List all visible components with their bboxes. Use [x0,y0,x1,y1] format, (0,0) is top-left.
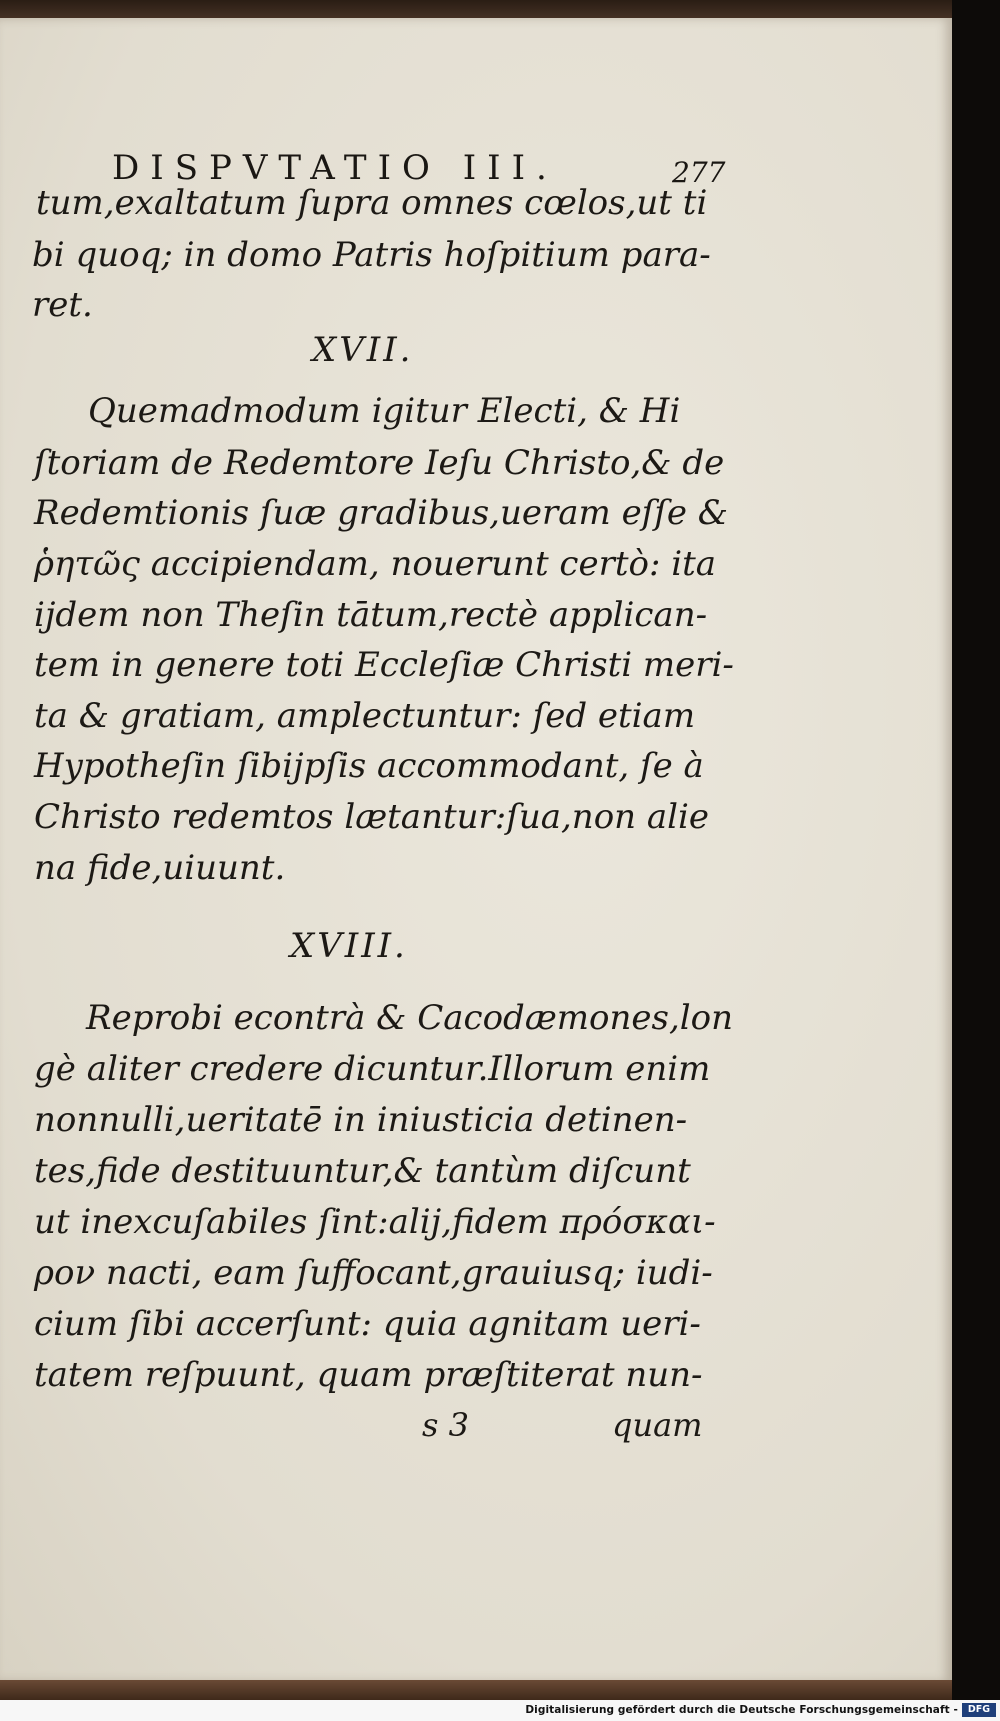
text-line: ſtoriam de Redemtore Ieſu Christo,& de [34,443,725,483]
text-line: tes,fide destituuntur,& tantùm diſcunt [34,1151,691,1191]
text-line: Hypotheſin ſibijpſis accommodant, ſe à [34,746,704,786]
text-line: ρον nacti, eam ſuffocant,grauiusq; iudi- [34,1253,713,1293]
text-line: tem in genere toti Eccleſiæ Christi meri- [34,645,734,685]
book-page [0,18,952,1682]
text-line: tum,exaltatum ſupra omnes cœlos,ut ti [36,183,708,223]
text-line: ijdem non Theſin tātum,rectè applican- [34,595,708,635]
text-line: Christo redemtos lætantur:ſua,non alie [34,797,710,837]
catchword: quam [612,1406,703,1444]
text-line: na fide,uiuunt. [34,848,286,888]
text-line: ret. [32,285,93,325]
text-line: gè aliter credere dicuntur.Illorum enim [34,1049,711,1089]
text-line: ta & gratiam, amplectuntur: ſed etiam [34,696,696,736]
dfg-logo-badge[interactable]: DFG [962,1703,996,1717]
page-bottom-edge [0,1680,952,1702]
page-number: 277 [672,156,726,189]
text-line: Reprobi econtrà & Cacodæmones,lon [86,998,733,1038]
text-line: Redemtionis ſuæ gradibus,ueram eſſe & [34,493,729,533]
text-line: ῥητῶς accipiendam, nouerunt certò: ita [34,544,717,584]
text-line: bi quoq; in domo Patris hoſpitium para- [32,235,711,275]
text-line: tatem reſpuunt, quam præſtiterat nun- [34,1355,703,1395]
text-line: Quemadmodum igitur Electi, & Hi [88,391,681,431]
text-line: ut inexcuſabiles ſint:alij,fidem πρόσκαι- [34,1202,716,1242]
signature-mark: s 3 [422,1406,469,1444]
text-line: nonnulli,ueritatē in iniusticia detinen- [34,1100,688,1140]
digitization-footer [0,1700,1000,1721]
section-number-xviii: XVIII. [290,926,408,966]
funding-notice: Digitalisierung gefördert durch die Deutsche Forschungsgemeinschaft - [525,1704,958,1716]
running-title: DISPVTATIO III. [112,148,558,188]
section-number-xvii: XVII. [312,330,414,370]
text-line: cium ſibi accerſunt: quia agnitam ueri- [34,1304,701,1344]
scan-dark-margin [952,0,1000,1700]
